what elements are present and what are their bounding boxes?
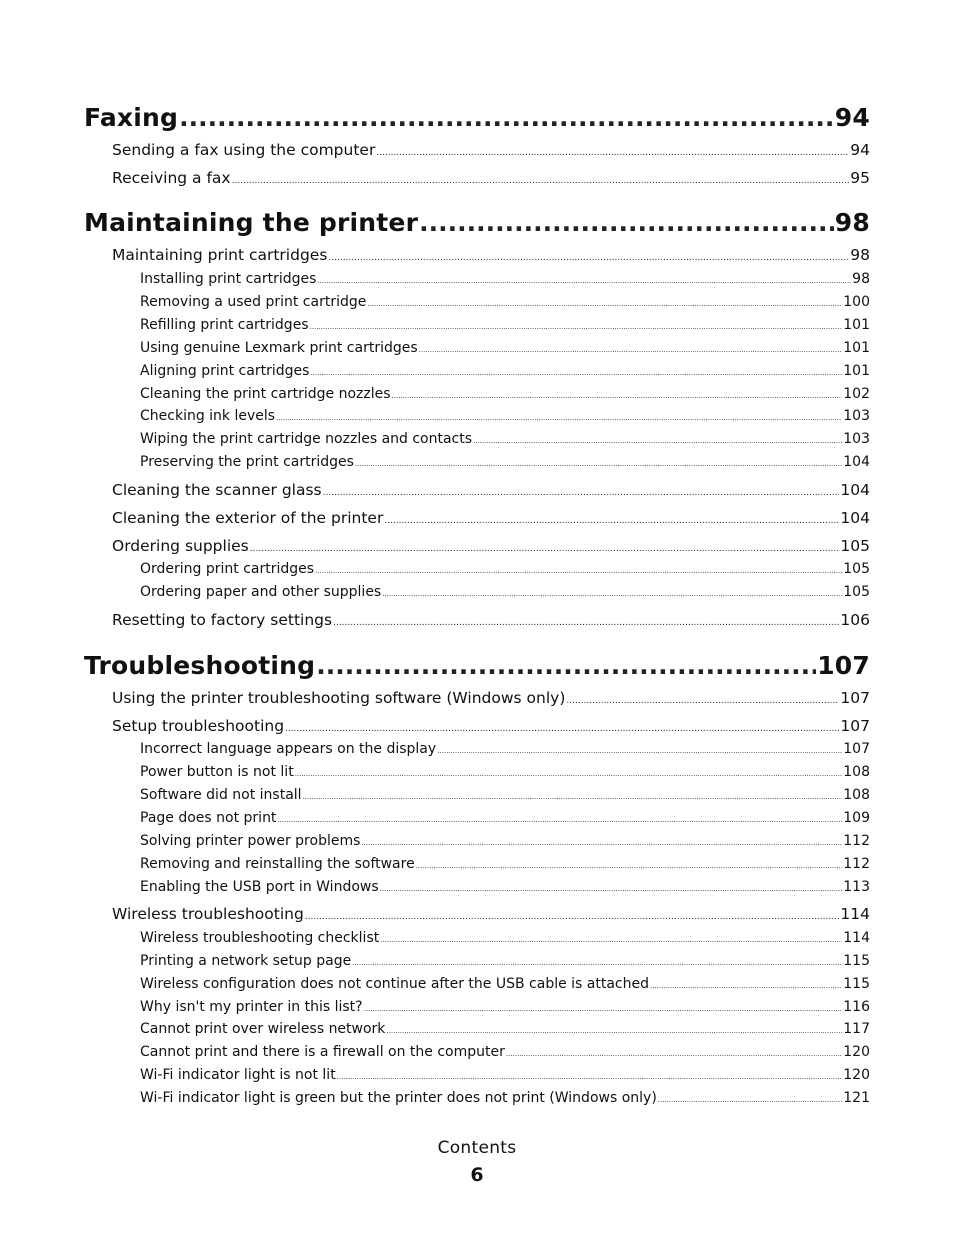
toc-entry-title: Wireless troubleshooting [112, 905, 304, 923]
toc-entry-page: 98 [850, 246, 870, 264]
toc-entry-page: 114 [843, 930, 870, 946]
toc-section[interactable] [112, 611, 870, 629]
toc-subsection[interactable] [140, 408, 870, 424]
toc-leader-dots [303, 793, 843, 801]
toc-entry-title: Page does not print [140, 810, 277, 826]
toc-subsection[interactable] [140, 584, 870, 600]
toc-entry-title: Incorrect language appears on the display [140, 741, 437, 757]
toc-entry-title: Sending a fax using the computer [112, 141, 376, 159]
toc-subsection[interactable] [140, 930, 870, 946]
page-footer [0, 1138, 954, 1186]
toc-entry-page: 106 [840, 611, 870, 629]
toc-subsection[interactable] [140, 999, 870, 1015]
toc-leader-dots [382, 590, 842, 598]
toc-entry-title: Why isn't my printer in this list? [140, 999, 363, 1015]
toc-entry-title: Ordering print cartridges [140, 561, 315, 577]
toc-leader-dots [317, 277, 851, 285]
toc-entry-page: 121 [843, 1090, 870, 1106]
toc-entry-page: 102 [843, 386, 870, 402]
toc-subsection[interactable] [140, 1090, 870, 1106]
toc-leader-dots [285, 724, 839, 734]
toc-entry-title: Solving printer power problems [140, 833, 361, 849]
toc-entry-page: 113 [843, 879, 870, 895]
toc-section[interactable] [112, 537, 870, 555]
toc-entry-page: 103 [843, 408, 870, 424]
toc-leader-dots [658, 1096, 842, 1104]
toc-subsection[interactable] [140, 363, 870, 379]
toc-entry-title: Enabling the USB port in Windows [140, 879, 379, 895]
toc-leader-dots [419, 346, 843, 354]
toc-section[interactable] [112, 246, 870, 264]
toc-entry-page: 95 [850, 169, 870, 187]
toc-leader-dots [380, 936, 842, 944]
toc-entry-title: Cleaning the scanner glass [112, 481, 322, 499]
toc-entry-page: 105 [843, 561, 870, 577]
toc-entry-title: Wi-Fi indicator light is not lit [140, 1067, 336, 1083]
toc-leader-dots [392, 392, 843, 400]
toc-leader-dots [473, 437, 842, 445]
toc-leader-dots [310, 369, 842, 377]
toc-leader-dots [384, 516, 839, 526]
toc-chapter[interactable] [84, 208, 870, 237]
toc-leader-dots [650, 982, 842, 990]
toc-entry-title: Removing a used print cartridge [140, 294, 367, 310]
toc-entry-page: 116 [843, 999, 870, 1015]
toc-section[interactable] [112, 509, 870, 527]
toc-entry-title: Removing and reinstalling the software [140, 856, 415, 872]
toc-subsection[interactable] [140, 1021, 870, 1037]
toc-entry-page: 107 [843, 741, 870, 757]
toc-subsection[interactable] [140, 787, 870, 803]
page-number: 6 [470, 1164, 484, 1186]
toc-subsection[interactable] [140, 879, 870, 895]
toc-subsection[interactable] [140, 976, 870, 992]
toc-entry-page: 109 [843, 810, 870, 826]
toc-entry-title: Cleaning the print cartridge nozzles [140, 386, 391, 402]
toc-entry-page: 107 [840, 689, 870, 707]
toc-leader-dots [367, 300, 842, 308]
toc-entry-page: 104 [840, 481, 870, 499]
toc-subsection[interactable] [140, 810, 870, 826]
toc-entry-title: Cannot print and there is a firewall on the computer [140, 1044, 505, 1060]
footer-section-label: Contents [437, 1138, 517, 1158]
toc-leader-dots [355, 460, 842, 468]
toc-entry-title: Wi-Fi indicator light is green but the printer does not print (Windows only) [140, 1090, 657, 1106]
toc-section[interactable] [112, 689, 870, 707]
toc-subsection[interactable] [140, 317, 870, 333]
toc-leader-dots [352, 959, 842, 967]
toc-section[interactable] [112, 717, 870, 735]
toc-subsection[interactable] [140, 1067, 870, 1083]
toc-section[interactable] [112, 481, 870, 499]
toc-entry-page: 105 [843, 584, 870, 600]
toc-entry-page: 105 [840, 537, 870, 555]
toc-leader-dots [310, 323, 843, 331]
toc-leader-dots [295, 770, 843, 778]
toc-leader-dots [416, 862, 843, 870]
toc-subsection[interactable] [140, 856, 870, 872]
toc-leader-dots [250, 544, 840, 554]
toc-chapter[interactable] [84, 651, 870, 680]
toc-entry-title: Using the printer troubleshooting software (Windows only) [112, 689, 566, 707]
toc-subsection[interactable] [140, 386, 870, 402]
toc-entry-title: Wireless troubleshooting checklist [140, 930, 380, 946]
toc-subsection[interactable] [140, 431, 870, 447]
toc-entry-title: Software did not install [140, 787, 302, 803]
toc-entry-page: 103 [843, 431, 870, 447]
toc-subsection[interactable] [140, 454, 870, 470]
toc-leader-dots [364, 1005, 843, 1013]
toc-entry-page: 101 [843, 317, 870, 333]
toc-section[interactable] [112, 141, 870, 159]
toc-leader-dots [179, 103, 834, 132]
toc-entry-page: 114 [840, 905, 870, 923]
toc-entry-title: Troubleshooting [84, 651, 316, 680]
toc-entry-title: Cannot print over wireless network [140, 1021, 386, 1037]
toc-leader-dots [333, 618, 839, 628]
toc-entry-page: 115 [843, 976, 870, 992]
toc-entry-title: Cleaning the exterior of the printer [112, 509, 384, 527]
toc-subsection[interactable] [140, 833, 870, 849]
toc-subsection[interactable] [140, 764, 870, 780]
toc-entry-title: Preserving the print cartridges [140, 454, 354, 470]
toc-entry-page: 112 [843, 856, 870, 872]
toc-entry-title: Resetting to factory settings [112, 611, 333, 629]
toc-section[interactable] [112, 905, 870, 923]
toc-leader-dots [419, 208, 834, 237]
toc-entry-page: 120 [843, 1044, 870, 1060]
toc-subsection[interactable] [140, 294, 870, 310]
toc-entry-title: Faxing [84, 103, 179, 132]
toc-entry-title: Receiving a fax [112, 169, 231, 187]
toc-leader-dots [277, 816, 842, 824]
toc-leader-dots [566, 696, 839, 706]
toc-entry-title: Printing a network setup page [140, 953, 352, 969]
toc-leader-dots [328, 253, 849, 263]
toc-subsection[interactable] [140, 561, 870, 577]
toc-entry-page: 108 [843, 764, 870, 780]
toc-entry-title: Maintaining the printer [84, 208, 419, 237]
toc-leader-dots [386, 1027, 842, 1035]
toc-entry-page: 108 [843, 787, 870, 803]
toc-subsection[interactable] [140, 340, 870, 356]
toc-entry-page: 107 [840, 717, 870, 735]
toc-entry-title: Power button is not lit [140, 764, 294, 780]
toc-leader-dots [316, 651, 816, 680]
toc-subsection[interactable] [140, 271, 870, 287]
toc-leader-dots [380, 885, 843, 893]
toc-chapter[interactable] [84, 103, 870, 132]
toc-entry-page: 98 [852, 271, 870, 287]
toc-leader-dots [232, 176, 850, 186]
toc-entry-title: Maintaining print cartridges [112, 246, 328, 264]
toc-leader-dots [315, 567, 842, 575]
toc-entry-page: 101 [843, 340, 870, 356]
toc-leader-dots [437, 747, 842, 755]
toc-entry-page: 120 [843, 1067, 870, 1083]
toc-entry-title: Wiping the print cartridge nozzles and contacts [140, 431, 473, 447]
toc-entry-page: 107 [817, 651, 870, 680]
toc-leader-dots [337, 1073, 843, 1081]
toc-entry-title: Ordering supplies [112, 537, 249, 555]
toc-entry-title: Installing print cartridges [140, 271, 317, 287]
toc-leader-dots [361, 839, 842, 847]
toc-entry-page: 101 [843, 363, 870, 379]
toc-entry-page: 104 [843, 454, 870, 470]
toc-entry-page: 94 [850, 141, 870, 159]
toc-entry-page: 94 [834, 103, 870, 132]
toc-entry-page: 117 [843, 1021, 870, 1037]
toc-entry-title: Checking ink levels [140, 408, 276, 424]
toc-entry-page: 115 [843, 953, 870, 969]
toc-entry-title: Setup troubleshooting [112, 717, 285, 735]
toc-leader-dots [376, 148, 849, 158]
toc-entry-page: 100 [843, 294, 870, 310]
toc-subsection[interactable] [140, 741, 870, 757]
toc-leader-dots [276, 414, 842, 422]
toc-entry-page: 98 [834, 208, 870, 237]
toc-entry-page: 104 [840, 509, 870, 527]
toc-entry-page: 112 [843, 833, 870, 849]
toc-section[interactable] [112, 169, 870, 187]
toc-entry-title: Ordering paper and other supplies [140, 584, 382, 600]
toc-subsection[interactable] [140, 953, 870, 969]
toc-subsection[interactable] [140, 1044, 870, 1060]
toc-entry-title: Wireless configuration does not continue after the USB cable is attached [140, 976, 649, 992]
toc-entry-title: Refilling print cartridges [140, 317, 309, 333]
toc-leader-dots [323, 488, 840, 498]
toc-leader-dots [305, 912, 840, 922]
toc-leader-dots [506, 1050, 842, 1058]
toc-entry-title: Aligning print cartridges [140, 363, 310, 379]
toc-entry-title: Using genuine Lexmark print cartridges [140, 340, 418, 356]
